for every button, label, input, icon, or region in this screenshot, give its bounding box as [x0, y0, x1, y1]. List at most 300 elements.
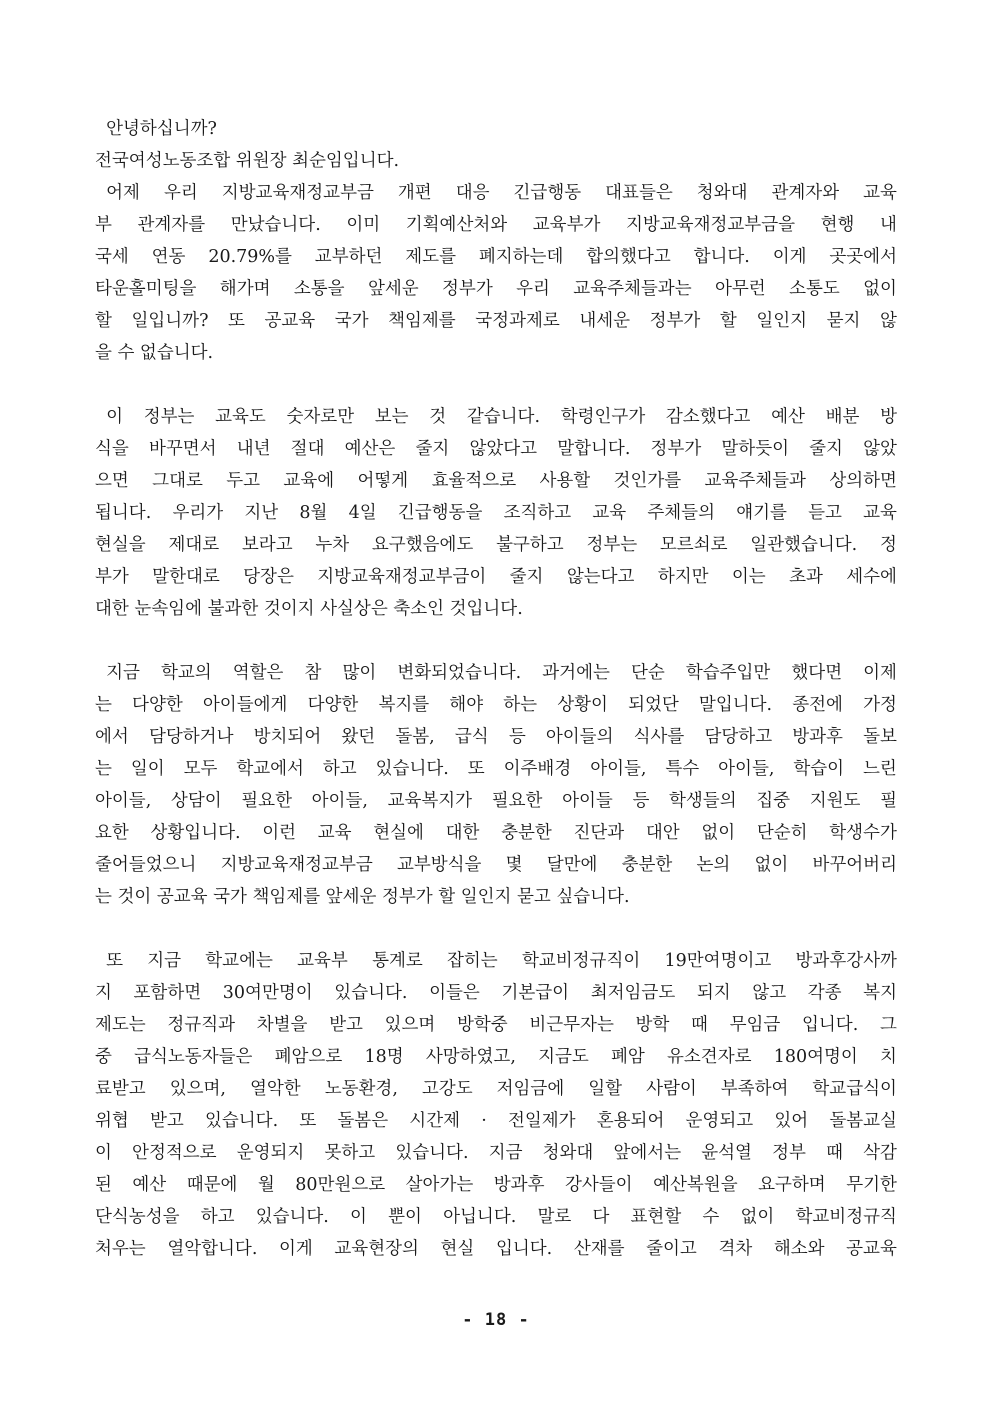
- word: 입니다.: [495, 1239, 553, 1259]
- word: 얘기를: [736, 503, 787, 523]
- word: 일인지: [756, 311, 808, 331]
- word: 요구했음에도: [371, 535, 474, 555]
- text-line: 안녕하십니까?: [95, 119, 217, 139]
- word: 지방교육재정교부금: [221, 183, 374, 203]
- word: 학교의: [160, 663, 212, 683]
- word: 됩니다.: [95, 503, 152, 523]
- word: 모두: [183, 759, 218, 779]
- word: 소통을: [293, 279, 345, 299]
- word: 삭감: [863, 1143, 897, 1163]
- word: 지: [95, 983, 112, 1003]
- word: 교육: [317, 823, 352, 843]
- word: 참: [304, 663, 322, 683]
- word: 학교비정규직: [795, 1207, 897, 1227]
- word: 바꾸면서: [148, 439, 217, 459]
- word: 차별을: [256, 1015, 308, 1035]
- word: 일입니까?: [131, 311, 209, 331]
- word: 말한대로: [152, 567, 220, 587]
- word: 기본급이: [501, 983, 570, 1003]
- word: 단식농성을: [95, 1207, 180, 1227]
- word: 아무런: [714, 279, 766, 299]
- word: 일이: [130, 759, 165, 779]
- word: 하고: [322, 759, 357, 779]
- word: 않았: [863, 439, 897, 459]
- word: 해가며: [219, 279, 271, 299]
- word: 줄어들었으니: [95, 855, 197, 875]
- word: 단순: [630, 663, 665, 683]
- word: 있습니다.: [334, 983, 408, 1003]
- word: 진단과: [573, 823, 625, 843]
- word: 20.79%를: [208, 247, 292, 267]
- word: 교육부: [297, 951, 348, 971]
- word: 있으며,: [169, 1079, 226, 1099]
- word: 감소했다고: [665, 407, 751, 427]
- word: 교육: [863, 183, 897, 203]
- word: 그대로: [152, 471, 203, 491]
- word: 대응: [455, 183, 490, 203]
- word: 타운홀미팅을: [95, 279, 197, 299]
- word: 없이: [701, 823, 736, 843]
- word: 교육주체들과는: [573, 279, 692, 299]
- word: 줄지: [509, 567, 544, 587]
- word: 교육복지가: [387, 791, 473, 811]
- word: 조직하고: [503, 503, 572, 523]
- text-line: [95, 1105, 897, 1137]
- word: 대한: [445, 823, 480, 843]
- word: 현행: [820, 215, 855, 235]
- word: 할: [719, 311, 737, 331]
- word: 충분한: [621, 855, 673, 875]
- text-line: [95, 401, 897, 433]
- word: 말하듯이: [721, 439, 790, 459]
- word: 지원도: [809, 791, 861, 811]
- text-line: [95, 753, 897, 785]
- text-line: [95, 817, 897, 849]
- word: 예산: [132, 1175, 167, 1195]
- word: 아이들의: [545, 727, 614, 747]
- word: 현실: [440, 1239, 475, 1259]
- word: 처우는: [95, 1239, 146, 1259]
- word: 사용할: [539, 471, 591, 491]
- word: 윤석열: [701, 1143, 752, 1163]
- word: 열악합니다.: [167, 1239, 258, 1259]
- word: 받고: [329, 1015, 363, 1035]
- word: 19만여명이고: [664, 951, 772, 971]
- word: 특수: [665, 759, 700, 779]
- word: 두고: [226, 471, 261, 491]
- text-line: 전국여성노동조합 위원장 최순임입니다.: [95, 151, 400, 171]
- word: 되었단: [628, 695, 679, 715]
- word: 정부가: [649, 311, 701, 331]
- page-number: - 18 -: [462, 1310, 530, 1330]
- word: 비근무자는: [529, 1015, 614, 1035]
- word: 담당하고: [704, 727, 773, 747]
- word: 달만에: [546, 855, 598, 875]
- word: 무임금: [729, 1015, 781, 1035]
- word: 예산은: [344, 439, 396, 459]
- word: 고강도: [421, 1079, 473, 1099]
- word: 부족하여: [720, 1079, 789, 1099]
- word: 내: [880, 215, 897, 235]
- text-line: [95, 177, 897, 209]
- word: 어떻게: [357, 471, 409, 491]
- word: 방치되어: [253, 727, 322, 747]
- word: 제도를: [405, 247, 456, 267]
- word: 교부하던: [314, 247, 383, 267]
- word: 세수에: [846, 567, 897, 587]
- word: 부가: [95, 567, 129, 587]
- word: 같습니다.: [466, 407, 541, 427]
- paragraph-gap: [95, 913, 897, 945]
- word: 된: [95, 1175, 112, 1195]
- word: 복지: [863, 983, 897, 1003]
- word: 돌봄,: [395, 727, 435, 747]
- word: 학습주입만: [685, 663, 771, 683]
- word: 방과후: [493, 1175, 545, 1195]
- text-line: [95, 241, 897, 273]
- word: 학교에는: [205, 951, 273, 971]
- word: 예산복원을: [653, 1175, 738, 1195]
- word: 청와대: [542, 1143, 594, 1163]
- text-line: [95, 1169, 897, 1201]
- word: 우리: [516, 279, 550, 299]
- word: 이게: [772, 247, 807, 267]
- word: 예산: [771, 407, 805, 427]
- paragraph-gap: [95, 369, 897, 401]
- word: 또: [467, 759, 485, 779]
- word: 역할은: [232, 663, 284, 683]
- word: 저임금에: [496, 1079, 565, 1099]
- word: 이: [95, 1143, 112, 1163]
- text-line: [95, 1137, 897, 1169]
- text-line: [95, 529, 897, 561]
- word: 때문에: [186, 1175, 238, 1195]
- word: 공교육: [264, 311, 316, 331]
- word: 뿐이: [388, 1207, 422, 1227]
- word: 방과후: [792, 727, 843, 747]
- word: 국가: [334, 311, 369, 331]
- word: 또: [299, 1111, 317, 1131]
- word: 또: [95, 951, 124, 971]
- word: 는: [95, 695, 112, 715]
- text-line: [95, 433, 897, 465]
- word: 교육도: [215, 407, 266, 427]
- text-line: [95, 721, 897, 753]
- word: 되지: [696, 983, 731, 1003]
- word: 노동환경,: [324, 1079, 398, 1099]
- word: 상황입니다.: [150, 823, 241, 843]
- text-line: 대한 눈속임에 불과한 것이지 사실상은 축소인 것입니다.: [95, 599, 523, 619]
- word: 아닙니다.: [443, 1207, 517, 1227]
- word: 상황이: [557, 695, 608, 715]
- word: 보라고: [241, 535, 293, 555]
- word: 합니다.: [693, 247, 750, 267]
- word: ·: [481, 1111, 487, 1131]
- word: 곳곳에서: [829, 247, 897, 267]
- word: 합의했다고: [586, 247, 671, 267]
- word: 말로: [537, 1207, 572, 1227]
- word: 있으며: [384, 1015, 436, 1035]
- word: 충분한: [501, 823, 552, 843]
- word: 교육부가: [532, 215, 601, 235]
- word: 담당하거나: [148, 727, 234, 747]
- word: 긴급행동을: [397, 503, 483, 523]
- text-line: [95, 561, 897, 593]
- word: 할: [95, 311, 112, 331]
- word: 없이: [754, 855, 789, 875]
- word: 이는: [731, 567, 766, 587]
- word: 방: [880, 407, 897, 427]
- text-line: [95, 1009, 897, 1041]
- word: 바꾸어버리: [812, 855, 897, 875]
- word: 이제: [863, 663, 897, 683]
- word: 아이들: [562, 791, 613, 811]
- word: 식사를: [633, 727, 685, 747]
- word: 공교육: [846, 1239, 897, 1259]
- text-line: [95, 273, 897, 305]
- text-line: [95, 689, 897, 721]
- word: 주체들의: [647, 503, 715, 523]
- word: 가정: [863, 695, 897, 715]
- word: 학교에서: [236, 759, 304, 779]
- word: 아이들,: [718, 759, 775, 779]
- word: 학습이: [793, 759, 845, 779]
- word: 하고: [200, 1207, 235, 1227]
- word: 아이들,: [311, 791, 368, 811]
- word: 대안: [645, 823, 680, 843]
- word: 이: [350, 1207, 367, 1227]
- word: 보는: [374, 407, 409, 427]
- word: 아이들,: [590, 759, 647, 779]
- word: 누차: [315, 535, 350, 555]
- word: 연동: [151, 247, 186, 267]
- word: 느린: [863, 759, 897, 779]
- word: 돌봄교실: [829, 1111, 897, 1131]
- word: 정: [879, 535, 897, 555]
- word: 있습니다.: [395, 1143, 469, 1163]
- word: 80만원으로: [295, 1175, 386, 1195]
- word: 교육: [863, 503, 897, 523]
- word: 않고: [752, 983, 787, 1003]
- word: 다: [592, 1207, 610, 1227]
- word: 줄지: [415, 439, 450, 459]
- word: 절대: [290, 439, 325, 459]
- word: 국세: [95, 247, 129, 267]
- word: 등: [632, 791, 650, 811]
- word: 모르쇠로: [659, 535, 728, 555]
- word: 교부방식을: [396, 855, 482, 875]
- body-text: [95, 113, 897, 1265]
- word: 산재를: [573, 1239, 625, 1259]
- word: 료받고: [95, 1079, 146, 1099]
- word: 안정적으로: [132, 1143, 217, 1163]
- word: 내세운: [579, 311, 631, 331]
- word: 폐지하는데: [478, 247, 564, 267]
- word: 학령인구가: [560, 407, 646, 427]
- word: 과거에는: [542, 663, 610, 683]
- word: 정부가: [650, 439, 702, 459]
- word: 개편: [397, 183, 432, 203]
- word: 잡히는: [447, 951, 498, 971]
- text-line: [95, 849, 897, 881]
- word: 집중: [756, 791, 791, 811]
- word: 불구하고: [496, 535, 564, 555]
- word: 해야: [449, 695, 484, 715]
- word: 것인가를: [613, 471, 682, 491]
- word: 포함하면: [133, 983, 202, 1003]
- word: 초과: [789, 567, 823, 587]
- word: 앞에서는: [613, 1143, 682, 1163]
- word: 이주배경: [503, 759, 572, 779]
- word: 듣고: [808, 503, 842, 523]
- word: 필요한: [491, 791, 543, 811]
- word: 정부는: [586, 535, 638, 555]
- word: 30여만명이: [222, 983, 313, 1003]
- text-line: [95, 209, 897, 241]
- word: 등: [508, 727, 526, 747]
- word: 운영되고: [685, 1111, 754, 1131]
- word: 다양한: [132, 695, 183, 715]
- word: 변화되었습니다.: [397, 663, 522, 683]
- word: 급식: [454, 727, 489, 747]
- word: 방과후강사까: [795, 951, 897, 971]
- word: 종전에: [792, 695, 843, 715]
- word: 해소와: [773, 1239, 825, 1259]
- word: 중: [95, 1047, 112, 1067]
- word: 했다면: [791, 663, 843, 683]
- word: 아이들에게: [202, 695, 288, 715]
- word: 8월: [299, 503, 328, 523]
- word: 월: [257, 1175, 275, 1195]
- word: 4일: [348, 503, 377, 523]
- word: 하지만: [657, 567, 709, 587]
- word: 그: [879, 1015, 897, 1035]
- word: 사람이: [646, 1079, 697, 1099]
- word: 입니다.: [802, 1015, 859, 1035]
- word: 못하고: [324, 1143, 376, 1163]
- word: 단순히: [756, 823, 808, 843]
- word: 제도는: [95, 1015, 146, 1035]
- word: 정규직과: [167, 1015, 236, 1035]
- word: 내년: [236, 439, 271, 459]
- text-line: [95, 1233, 897, 1265]
- word: 묻지: [826, 311, 861, 331]
- word: 효율적으로: [431, 471, 517, 491]
- word: 교육에: [283, 471, 335, 491]
- word: 청와대: [696, 183, 748, 203]
- word: 소통도: [789, 279, 840, 299]
- word: 지방교육재정교부금이: [317, 567, 487, 587]
- word: 하는: [503, 695, 538, 715]
- word: 돌봄은: [337, 1111, 389, 1131]
- word: 왔던: [341, 727, 376, 747]
- word: 180여명이: [773, 1047, 858, 1067]
- word: 무기한: [846, 1175, 897, 1195]
- word: 몇: [505, 855, 523, 875]
- word: 방학: [635, 1015, 670, 1035]
- word: 각종: [807, 983, 842, 1003]
- word: 있습니다.: [255, 1207, 329, 1227]
- word: 최저임금도: [590, 983, 676, 1003]
- word: 강사들이: [564, 1175, 633, 1195]
- word: 18명: [364, 1047, 404, 1067]
- word: 제대로: [168, 535, 220, 555]
- word: 수: [702, 1207, 720, 1227]
- word: 지난: [244, 503, 279, 523]
- word: 많이: [342, 663, 377, 683]
- word: 우리: [163, 183, 198, 203]
- word: 없이: [740, 1207, 775, 1227]
- word: 당장은: [243, 567, 294, 587]
- word: 또: [228, 311, 245, 331]
- word: 교육: [592, 503, 627, 523]
- word: 폐암으로: [274, 1047, 343, 1067]
- word: 교육현장의: [334, 1239, 419, 1259]
- word: 앞세운: [367, 279, 419, 299]
- word: 일할: [588, 1079, 623, 1099]
- word: 요구하며: [758, 1175, 826, 1195]
- paragraph-gap: [95, 625, 897, 657]
- word: 지금: [488, 1143, 523, 1163]
- word: 지방교육재정교부금: [220, 855, 373, 875]
- word: 대표들은: [605, 183, 673, 203]
- word: 학생들의: [669, 791, 737, 811]
- word: 정부는: [143, 407, 195, 427]
- word: 는: [95, 759, 112, 779]
- word: 식을: [95, 439, 129, 459]
- word: 방학중: [456, 1015, 508, 1035]
- word: 사망하였고,: [425, 1047, 516, 1067]
- text-line: [95, 305, 897, 337]
- word: 이게: [279, 1239, 313, 1259]
- word: 책임제를: [388, 311, 456, 331]
- text-line: 을 수 없습니다.: [95, 343, 214, 363]
- text-line: [95, 1041, 897, 1073]
- word: 학생수가: [829, 823, 897, 843]
- word: 아이들,: [95, 791, 152, 811]
- text-line: [95, 465, 897, 497]
- word: 어제: [95, 183, 140, 203]
- word: 없이: [863, 279, 897, 299]
- word: 시간제: [409, 1111, 461, 1131]
- word: 혼용되어: [596, 1111, 665, 1131]
- word: 않는다고: [566, 567, 635, 587]
- word: 있어: [774, 1111, 809, 1131]
- word: 말입니다.: [698, 695, 773, 715]
- word: 요한: [95, 823, 129, 843]
- word: 상담이: [170, 791, 222, 811]
- word: 있습니다.: [204, 1111, 279, 1131]
- word: 정부가: [442, 279, 493, 299]
- word: 통계로: [372, 951, 423, 971]
- word: 교육주체들과: [704, 471, 806, 491]
- word: 필: [880, 791, 897, 811]
- word: 현실을: [95, 535, 146, 555]
- word: 학교비정규직이: [521, 951, 641, 971]
- word: 지금도: [538, 1047, 589, 1067]
- word: 치: [880, 1047, 897, 1067]
- word: 학교급식이: [812, 1079, 897, 1099]
- word: 열악한: [250, 1079, 301, 1099]
- word: 으면: [95, 471, 129, 491]
- word: 상의하면: [829, 471, 897, 491]
- word: 있습니다.: [375, 759, 449, 779]
- text-line: [95, 1201, 897, 1233]
- word: 국정과제로: [475, 311, 560, 331]
- word: 만났습니다.: [230, 215, 321, 235]
- word: 다양한: [307, 695, 359, 715]
- word: 우리가: [172, 503, 224, 523]
